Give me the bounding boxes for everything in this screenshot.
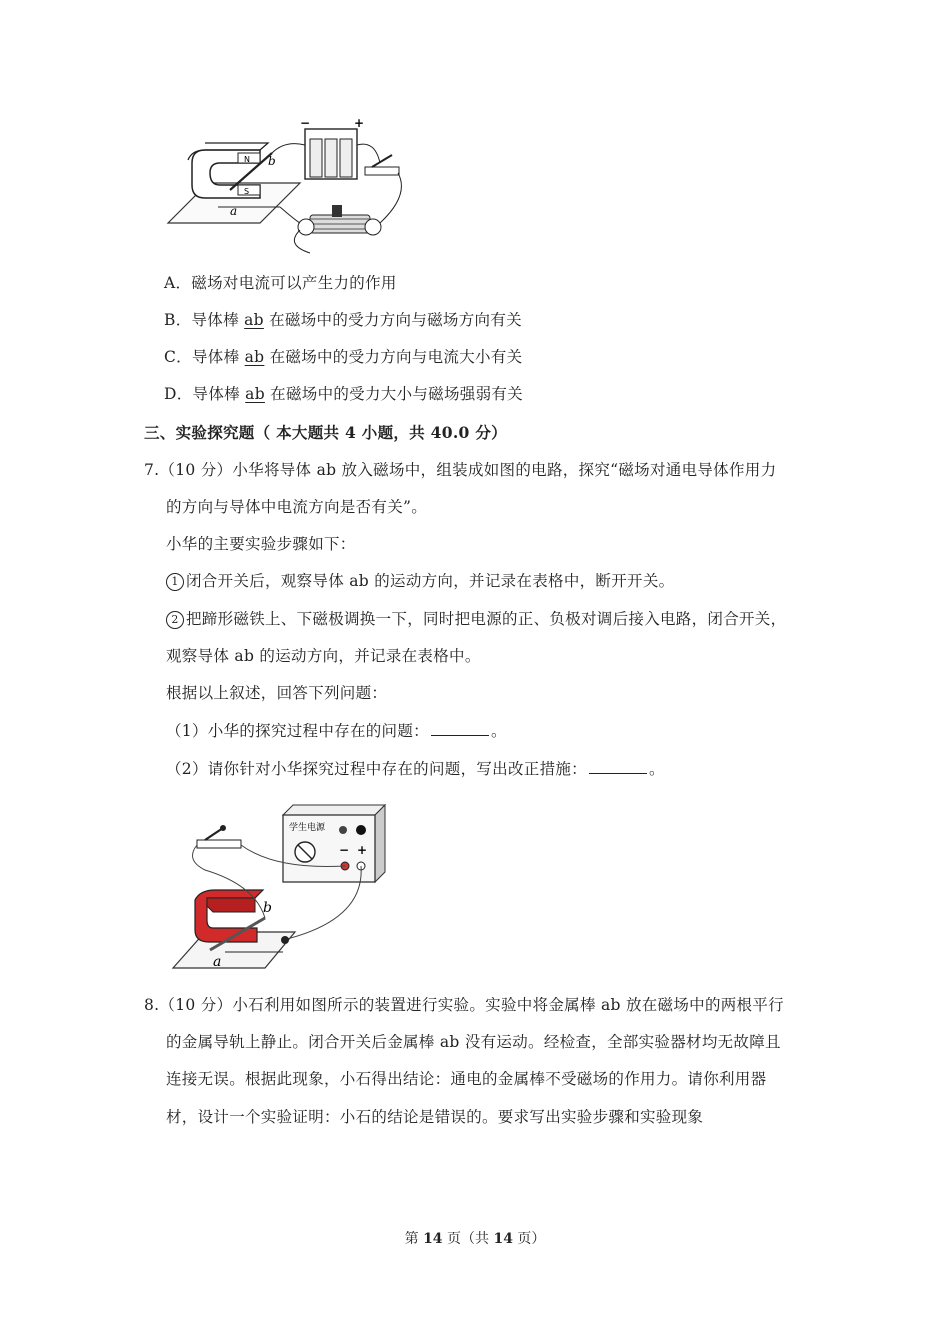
q7-sub1-text: （1）小华的探究过程中存在的问题： <box>166 722 429 740</box>
option-a <box>164 273 397 293</box>
q7-sub1-end: 。 <box>490 722 507 740</box>
option-d <box>164 384 523 404</box>
supply-plus: + <box>357 843 368 857</box>
q8-text-1: （10 分）小石利用如图所示的装置进行实验。实验中将金属棒 ab 放在磁场中的两根平行 <box>159 996 784 1014</box>
power-supply-label: 学生电源 <box>289 823 326 833</box>
option-b <box>164 310 522 330</box>
option-d-ab: ab <box>245 385 265 403</box>
option-d-pre: 导体棒 <box>192 385 246 403</box>
option-d-post: 在磁场中的受力大小与磁场强弱有关 <box>264 385 523 403</box>
q7-step1-text: 闭合开关后，观察导体 ab 的运动方向，并记录在表格中，断开开关。 <box>186 572 675 590</box>
battery-minus: − <box>300 116 311 130</box>
circuit-figure-top <box>160 115 410 260</box>
option-d-letter: D． <box>164 385 193 403</box>
footer-pre: 第 <box>404 1231 424 1247</box>
q7-step2 <box>166 609 786 629</box>
answer-blank-1[interactable] <box>431 721 489 736</box>
q8-line3: 连接无误。根据此现象，小石得出结论：通电的金属棒不受磁场的作用力。请你利用器 <box>166 1070 767 1088</box>
label-b: b <box>268 154 276 168</box>
footer-page-number: 14 <box>423 1231 443 1247</box>
q7-line3: 小华的主要实验步骤如下： <box>166 535 356 553</box>
q8-number: 8. <box>144 996 160 1014</box>
option-b-ab: ab <box>244 311 264 329</box>
battery-plus: + <box>354 116 365 130</box>
q7-line4: 根据以上叙述，回答下列问题： <box>166 684 388 702</box>
option-b-letter: B． <box>164 311 192 329</box>
section-title: 三、实验探究题（ 本大题共 4 小题，共 40.0 分） <box>144 423 507 442</box>
option-c-letter: C． <box>164 348 192 366</box>
q7-sub2-text: （2）请你针对小华探究过程中存在的问题，写出改正措施： <box>166 760 587 778</box>
q7-number: 7. <box>144 461 160 479</box>
footer-post: 页） <box>512 1231 546 1247</box>
option-a-text: 磁场对电流可以产生力的作用 <box>191 274 397 292</box>
step2-circle-number: 2 <box>166 611 184 629</box>
q7-text-1: （10 分）小华将导体 ab 放入磁场中，组装成如图的电路，探究“磁场对通电导体作用力 <box>159 461 777 479</box>
page-footer <box>0 1228 950 1248</box>
option-c <box>164 347 522 367</box>
option-b-pre: 导体棒 <box>191 311 245 329</box>
label-a: a <box>213 954 222 970</box>
label-a: a <box>230 204 238 218</box>
q7-sub2-end: 。 <box>648 760 665 778</box>
q7-line1 <box>144 460 776 480</box>
q7-line2: 的方向与导体中电流方向是否有关”。 <box>166 498 428 516</box>
circuit-figure-bottom <box>165 800 395 975</box>
pole-n-label: N <box>244 155 250 164</box>
q8-line2: 的金属导轨上静止。闭合开关后金属棒 ab 没有运动。经检查，全部实验器材均无故障且 <box>166 1033 781 1051</box>
option-c-pre: 导体棒 <box>191 348 245 366</box>
answer-blank-2[interactable] <box>589 759 647 774</box>
q7-step2-text: 把蹄形磁铁上、下磁极调换一下，同时把电源的正、负极对调后接入电路，闭合开关， <box>186 610 787 628</box>
q7-step1 <box>166 571 674 591</box>
q7-sub1 <box>166 721 507 741</box>
q8-line4: 材，设计一个实验证明：小石的结论是错误的。要求写出实验步骤和实验现象 <box>166 1108 704 1126</box>
step1-circle-number: 1 <box>166 573 184 591</box>
footer-mid: 页（共 <box>442 1231 494 1247</box>
option-c-ab: ab <box>244 348 265 366</box>
option-c-post: 在磁场中的受力方向与电流大小有关 <box>264 348 523 366</box>
footer-total-pages: 14 <box>493 1231 513 1247</box>
label-b: b <box>263 900 272 916</box>
pole-s-label: S <box>244 187 250 196</box>
option-b-post: 在磁场中的受力方向与磁场方向有关 <box>263 311 522 329</box>
q7-sub2 <box>166 759 665 779</box>
q7-step2b: 观察导体 ab 的运动方向，并记录在表格中。 <box>166 647 481 665</box>
option-a-letter: A． <box>164 274 192 292</box>
q8-line1 <box>144 995 784 1015</box>
supply-minus: − <box>339 843 350 857</box>
